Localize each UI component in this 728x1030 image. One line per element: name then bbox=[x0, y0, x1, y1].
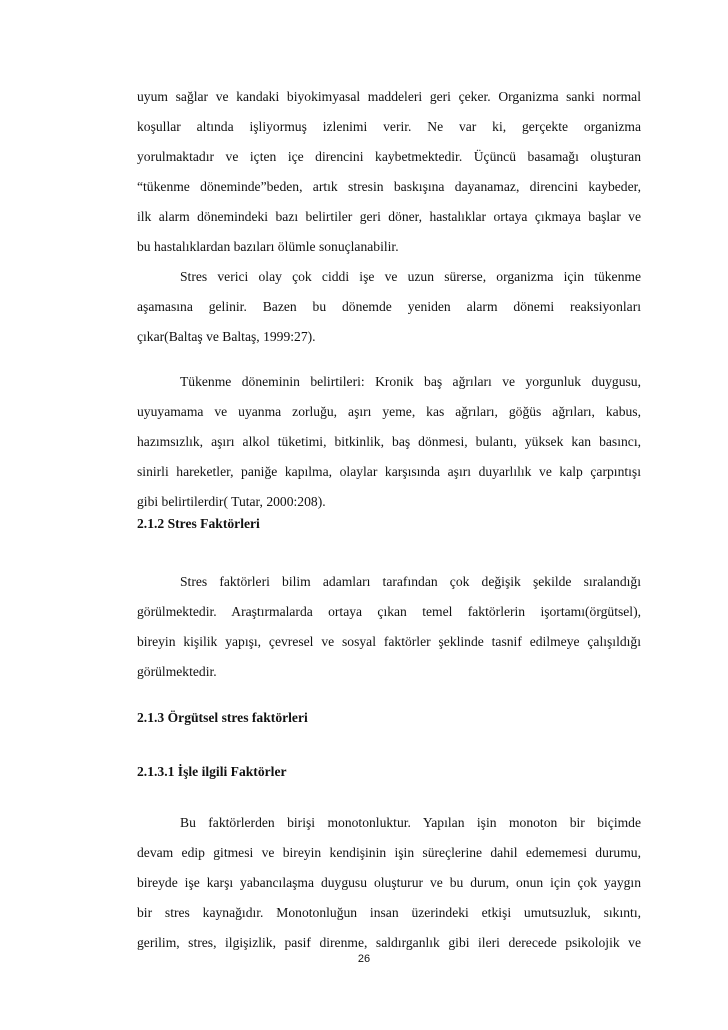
text-line: devam edip gitmesi ve bireyin kendişinin işin süreçlerine dahil edememesi durumu, bbox=[137, 845, 641, 860]
subsection-heading: 2.1.3.1 İşle ilgili Faktörler bbox=[137, 764, 287, 779]
paragraph-stress-factors bbox=[137, 567, 641, 687]
paragraph-exhaustion-stage bbox=[137, 82, 641, 262]
text-line: çıkar(Baltaş ve Baltaş, 1999:27). bbox=[137, 329, 316, 344]
page-number: 26 bbox=[357, 953, 371, 965]
text-line: Stres verici olay çok ciddi işe ve uzun sürerse, organizma için tükenme bbox=[180, 269, 641, 284]
text-line: bir stres kaynağıdır. Monotonluğun insan üzerindeki etkişi umutsuzluk, sıkıntı, bbox=[137, 905, 641, 920]
text-line: Tükenme döneminin belirtileri: Kronik baş ağrıları ve yorgunluk duygusu, bbox=[180, 374, 641, 389]
text-line: gerilim, stres, ilgişizlik, pasif direnme, saldırganlık gibi ileri derecede psikolojik ve bbox=[137, 935, 641, 950]
text-line: gibi belirtilerdir( Tutar, 2000:208). bbox=[137, 494, 326, 509]
text-line: uyuyamama ve uyanma zorluğu, aşırı yeme, kas ağrıları, göğüs ağrıları, kabus, bbox=[137, 404, 641, 419]
text-line: uyum sağlar ve kandaki biyokimyasal maddeleri geri çeker. Organizma sanki normal bbox=[137, 89, 641, 104]
text-line: bireyin kişilik yapışı, çevresel ve sosyal faktörler şeklinde tasnif edilmeye çalışıldığı bbox=[137, 634, 641, 649]
text-line: koşullar altında işliyormuş izlenimi verir. Ne var ki, gerçekte organizma bbox=[137, 119, 641, 134]
paragraph-symptoms bbox=[137, 367, 641, 517]
text-line: ilk alarm dönemindeki bazı belirtiler geri döner, hastalıklar ortaya çıkmaya başlar ve bbox=[137, 209, 641, 224]
text-line: aşamasına gelinir. Bazen bu dönemde yeniden alarm dönemi reaksiyonları bbox=[137, 299, 641, 314]
text-line: sinirli hareketler, paniğe kapılma, olaylar karşısında aşırı duyarlılık ve kalp çarpıntışı bbox=[137, 464, 641, 479]
text-line: “tükenme döneminde”beden, artık stresin baskışına dayanamaz, direncini kaybeder, bbox=[137, 179, 641, 194]
paragraph-monotony bbox=[137, 808, 641, 958]
section-heading: 2.1.3 Örgütsel stres faktörleri bbox=[137, 710, 308, 725]
paragraph-stress-event bbox=[137, 262, 641, 352]
section-heading: 2.1.2 Stres Faktörleri bbox=[137, 516, 260, 531]
text-line: Bu faktörlerden birişi monotonluktur. Yapılan işin monoton bir biçimde bbox=[180, 815, 641, 830]
text-line: görülmektedir. Araştırmalarda ortaya çıkan temel faktörlerin işortamı(örgütsel), bbox=[137, 604, 641, 619]
text-line: yorulmaktadır ve içten içe direncini kaybetmektedir. Üçüncü basamağı oluşturan bbox=[137, 149, 641, 164]
text-line: bu hastalıklardan bazıları ölümle sonuçlanabilir. bbox=[137, 239, 399, 254]
text-line: bireyde işe karşı yabancılaşma duygusu oluşturur ve bu durum, onun için çok yaygın bbox=[137, 875, 641, 890]
text-line: Stres faktörleri bilim adamları tarafından çok değişik şekilde sıralandığı bbox=[180, 574, 641, 589]
text-line: görülmektedir. bbox=[137, 664, 217, 679]
text-line: hazımsızlık, aşırı alkol tüketimi, bitkinlik, baş dönmesi, bulantı, yüksek kan basıncı, bbox=[137, 434, 641, 449]
